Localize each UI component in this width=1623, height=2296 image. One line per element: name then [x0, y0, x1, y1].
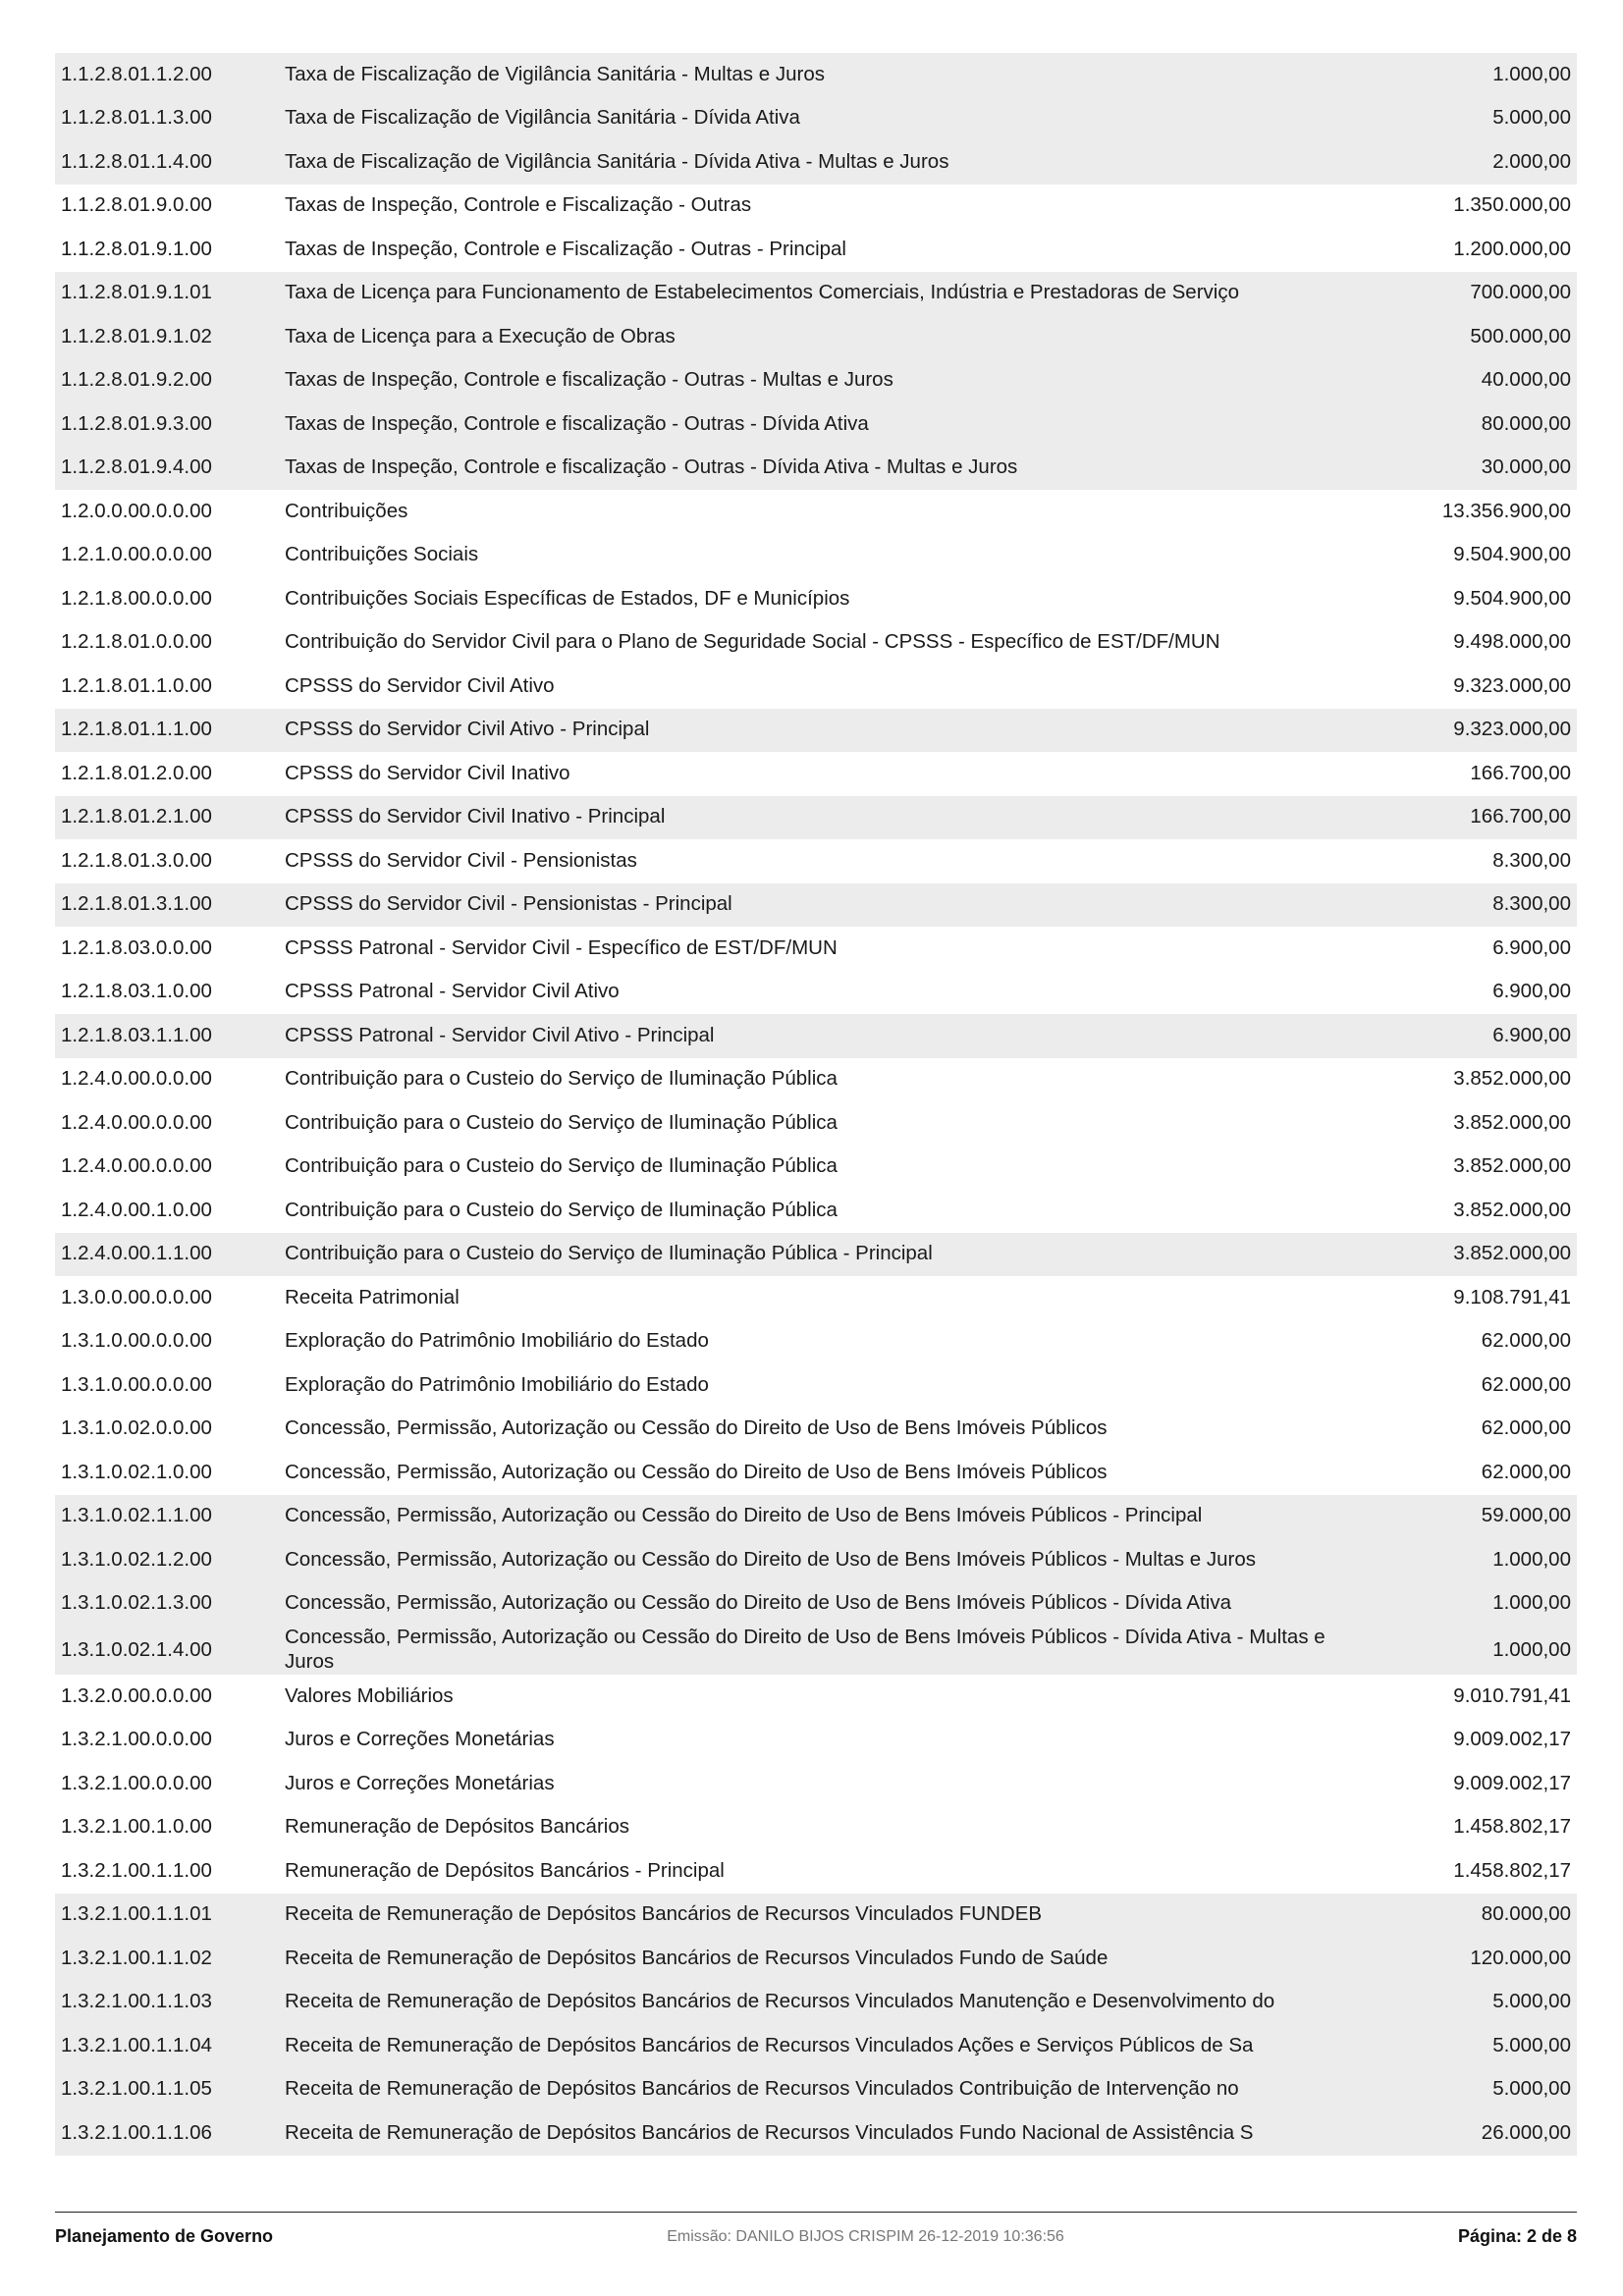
row-description: CPSSS Patronal - Servidor Civil - Específico de EST/DF/MUN — [285, 935, 838, 959]
row-value: 9.504.900,00 — [1453, 543, 1571, 566]
table-row — [55, 621, 1577, 666]
row-value: 8.300,00 — [1492, 848, 1571, 872]
row-code: 1.2.1.8.03.0.0.00 — [61, 935, 212, 959]
row-value: 6.900,00 — [1492, 1023, 1571, 1046]
row-value: 1.458.802,17 — [1453, 1858, 1571, 1882]
row-value: 80.000,00 — [1481, 411, 1571, 435]
row-description: Concessão, Permissão, Autorização ou Cessão do Direito de Uso de Bens Imóveis Públicos — [285, 1416, 1108, 1440]
table-row — [55, 140, 1577, 185]
row-description: Juros e Correções Monetárias — [285, 1771, 555, 1794]
row-code: 1.2.4.0.00.0.0.00 — [61, 1110, 212, 1134]
revenue-table — [55, 53, 1577, 2156]
table-row — [55, 1363, 1577, 1408]
row-description: CPSSS do Servidor Civil Inativo - Principal — [285, 805, 666, 828]
row-description: Exploração do Patrimônio Imobiliário do Estado — [285, 1372, 709, 1396]
row-code: 1.1.2.8.01.1.4.00 — [61, 149, 212, 173]
row-value: 1.458.802,17 — [1453, 1815, 1571, 1839]
row-code: 1.3.2.1.00.1.1.04 — [61, 2033, 212, 2056]
footer-page-number: Página: 2 de 8 — [1457, 2226, 1577, 2246]
table-row — [55, 1320, 1577, 1364]
row-value: 9.010.791,41 — [1453, 1683, 1571, 1707]
row-value: 9.009.002,17 — [1453, 1728, 1571, 1751]
row-code: 1.3.1.0.00.0.0.00 — [61, 1329, 212, 1353]
table-row — [55, 839, 1577, 883]
table-row — [55, 1101, 1577, 1146]
row-description: Concessão, Permissão, Autorização ou Cessão do Direito de Uso de Bens Imóveis Públicos — [285, 1460, 1108, 1483]
row-description: Contribuição para o Custeio do Serviço de Iluminação Pública — [285, 1067, 838, 1091]
table-row — [55, 1849, 1577, 1894]
row-value: 500.000,00 — [1470, 324, 1571, 347]
table-row — [55, 2068, 1577, 2112]
row-value: 13.356.900,00 — [1441, 499, 1571, 522]
row-value: 5.000,00 — [1492, 2033, 1571, 2056]
row-code: 1.3.2.1.00.1.1.00 — [61, 1858, 212, 1882]
table-row — [55, 1719, 1577, 1763]
table-row — [55, 185, 1577, 229]
row-code: 1.1.2.8.01.9.0.00 — [61, 193, 212, 217]
table-row — [55, 709, 1577, 753]
row-value: 6.900,00 — [1492, 980, 1571, 1003]
table-row — [55, 1146, 1577, 1190]
row-value: 40.000,00 — [1481, 368, 1571, 392]
row-code: 1.3.1.0.02.0.0.00 — [61, 1416, 212, 1440]
row-code: 1.3.1.0.02.1.1.00 — [61, 1504, 212, 1527]
table-row — [55, 315, 1577, 359]
table-row — [55, 359, 1577, 403]
row-description: Receita de Remuneração de Depósitos Bancários de Recursos Vinculados Fundo de Saúde — [285, 1946, 1109, 1969]
row-code: 1.3.1.0.02.1.2.00 — [61, 1547, 212, 1571]
row-description: Receita Patrimonial — [285, 1285, 460, 1308]
row-value: 1.000,00 — [1492, 62, 1571, 85]
row-value: 62.000,00 — [1481, 1329, 1571, 1353]
row-description: Taxas de Inspeção, Controle e fiscalização - Outras - Dívida Ativa - Multas e Juros — [285, 455, 1018, 479]
table-row — [55, 796, 1577, 840]
row-description: Taxas de Inspeção, Controle e fiscalização - Outras - Dívida Ativa — [285, 411, 869, 435]
row-description: CPSSS do Servidor Civil Ativo - Principal — [285, 718, 650, 741]
row-value: 26.000,00 — [1481, 2120, 1571, 2144]
row-description: Taxa de Licença para a Execução de Obras — [285, 324, 676, 347]
table-row — [55, 1058, 1577, 1102]
table-row — [55, 53, 1577, 97]
row-code: 1.2.4.0.00.1.0.00 — [61, 1198, 212, 1221]
table-row — [55, 577, 1577, 621]
table-row — [55, 752, 1577, 796]
row-value: 9.498.000,00 — [1453, 630, 1571, 654]
table-row — [55, 927, 1577, 971]
row-description: Taxa de Licença para Funcionamento de Estabelecimentos Comerciais, Indústria e Prestadoras de Serviço — [285, 281, 1239, 304]
row-code: 1.2.1.8.03.1.0.00 — [61, 980, 212, 1003]
row-code: 1.3.1.0.00.0.0.00 — [61, 1372, 212, 1396]
table-row — [55, 1806, 1577, 1850]
row-value: 5.000,00 — [1492, 2077, 1571, 2101]
row-description: Receita de Remuneração de Depósitos Bancários de Recursos Vinculados FUNDEB — [285, 1902, 1043, 1926]
row-value: 3.852.000,00 — [1453, 1110, 1571, 1134]
row-value: 3.852.000,00 — [1453, 1154, 1571, 1178]
row-code: 1.3.2.1.00.1.1.06 — [61, 2120, 212, 2144]
table-row — [55, 1626, 1577, 1675]
row-description: Receita de Remuneração de Depósitos Bancários de Recursos Vinculados Contribuição de Intervenção no — [285, 2077, 1239, 2101]
row-description: Concessão, Permissão, Autorização ou Cessão do Direito de Uso de Bens Imóveis Públicos - Dívida Ativa - Multas e Juros — [285, 1626, 1325, 1673]
footer-emission: Emissão: DANILO BIJOS CRISPIM 26-12-2019 10:36:56 — [667, 2227, 1064, 2245]
table-row — [55, 402, 1577, 447]
table-row — [55, 1762, 1577, 1806]
table-row — [55, 2024, 1577, 2068]
row-code: 1.2.1.0.00.0.0.00 — [61, 543, 212, 566]
row-value: 62.000,00 — [1481, 1372, 1571, 1396]
row-description: Contribuições — [285, 499, 408, 522]
row-value: 3.852.000,00 — [1453, 1242, 1571, 1265]
row-value: 166.700,00 — [1470, 805, 1571, 828]
row-code: 1.3.2.1.00.1.1.05 — [61, 2077, 212, 2101]
row-code: 1.3.2.1.00.0.0.00 — [61, 1771, 212, 1794]
row-code: 1.1.2.8.01.9.1.01 — [61, 281, 212, 304]
table-row — [55, 1937, 1577, 1981]
row-description: Remuneração de Depósitos Bancários — [285, 1815, 629, 1839]
row-code: 1.2.1.8.01.2.1.00 — [61, 805, 212, 828]
row-value: 3.852.000,00 — [1453, 1067, 1571, 1091]
row-description: Contribuição para o Custeio do Serviço de Iluminação Pública — [285, 1110, 838, 1134]
row-code: 1.1.2.8.01.9.2.00 — [61, 368, 212, 392]
row-code: 1.1.2.8.01.9.1.00 — [61, 237, 212, 260]
row-value: 166.700,00 — [1470, 761, 1571, 784]
row-value: 9.504.900,00 — [1453, 586, 1571, 610]
row-code: 1.3.2.1.00.1.1.02 — [61, 1946, 212, 1969]
table-row — [55, 447, 1577, 491]
table-row — [55, 1189, 1577, 1233]
row-description: Contribuição para o Custeio do Serviço de Iluminação Pública — [285, 1154, 838, 1178]
row-value: 62.000,00 — [1481, 1416, 1571, 1440]
row-value: 62.000,00 — [1481, 1460, 1571, 1483]
row-code: 1.3.2.1.00.0.0.00 — [61, 1728, 212, 1751]
row-description: Remuneração de Depósitos Bancários - Principal — [285, 1858, 725, 1882]
row-value: 120.000,00 — [1470, 1946, 1571, 1969]
row-code: 1.1.2.8.01.9.1.02 — [61, 324, 212, 347]
row-description: Taxas de Inspeção, Controle e Fiscalização - Outras - Principal — [285, 237, 846, 260]
row-description: Contribuição do Servidor Civil para o Plano de Seguridade Social - CPSSS - Específico de EST/DF/MUN — [285, 630, 1220, 654]
table-row — [55, 1894, 1577, 1938]
row-value: 30.000,00 — [1481, 455, 1571, 479]
table-row — [55, 2111, 1577, 2156]
row-value: 8.300,00 — [1492, 892, 1571, 916]
row-value: 1.000,00 — [1492, 1547, 1571, 1571]
row-value: 9.108.791,41 — [1453, 1285, 1571, 1308]
row-value: 6.900,00 — [1492, 935, 1571, 959]
row-value: 1.000,00 — [1492, 1591, 1571, 1615]
row-description: Contribuição para o Custeio do Serviço de Iluminação Pública — [285, 1198, 838, 1221]
row-description: Contribuições Sociais — [285, 543, 479, 566]
row-code: 1.2.4.0.00.0.0.00 — [61, 1154, 212, 1178]
row-description: Juros e Correções Monetárias — [285, 1728, 555, 1751]
row-code: 1.2.4.0.00.0.0.00 — [61, 1067, 212, 1091]
row-value: 1.200.000,00 — [1453, 237, 1571, 260]
row-value: 2.000,00 — [1492, 149, 1571, 173]
row-code: 1.2.1.8.01.1.0.00 — [61, 673, 212, 697]
row-description: CPSSS do Servidor Civil Ativo — [285, 673, 555, 697]
row-value: 1.000,00 — [1492, 1637, 1571, 1661]
row-value: 5.000,00 — [1492, 106, 1571, 130]
row-description: Taxas de Inspeção, Controle e Fiscalização - Outras — [285, 193, 752, 217]
row-description: CPSSS Patronal - Servidor Civil Ativo - Principal — [285, 1023, 715, 1046]
row-description: Taxa de Fiscalização de Vigilância Sanitária - Dívida Ativa - Multas e Juros — [285, 149, 949, 173]
table-row — [55, 1408, 1577, 1452]
row-description: Exploração do Patrimônio Imobiliário do Estado — [285, 1329, 709, 1353]
row-code: 1.2.0.0.00.0.0.00 — [61, 499, 212, 522]
row-description: Receita de Remuneração de Depósitos Bancários de Recursos Vinculados Ações e Serviços Públicos de Sa — [285, 2033, 1254, 2056]
row-value: 59.000,00 — [1481, 1504, 1571, 1527]
row-description: Receita de Remuneração de Depósitos Bancários de Recursos Vinculados Fundo Nacional de Assistência S — [285, 2120, 1254, 2144]
table-row — [55, 1233, 1577, 1277]
row-value: 700.000,00 — [1470, 281, 1571, 304]
table-row — [55, 1538, 1577, 1582]
table-row — [55, 490, 1577, 534]
row-code: 1.2.1.8.03.1.1.00 — [61, 1023, 212, 1046]
row-description: Taxas de Inspeção, Controle e fiscalização - Outras - Multas e Juros — [285, 368, 893, 392]
row-code: 1.3.2.1.00.1.0.00 — [61, 1815, 212, 1839]
row-code: 1.2.1.8.01.0.0.00 — [61, 630, 212, 654]
row-description: Contribuições Sociais Específicas de Estados, DF e Municípios — [285, 586, 850, 610]
table-row — [55, 1014, 1577, 1058]
table-row — [55, 1276, 1577, 1320]
row-description: Valores Mobiliários — [285, 1683, 454, 1707]
row-value: 1.350.000,00 — [1453, 193, 1571, 217]
row-code: 1.1.2.8.01.9.3.00 — [61, 411, 212, 435]
row-value: 9.009.002,17 — [1453, 1771, 1571, 1794]
row-code: 1.3.1.0.02.1.0.00 — [61, 1460, 212, 1483]
row-description: CPSSS do Servidor Civil Inativo — [285, 761, 570, 784]
row-description: CPSSS Patronal - Servidor Civil Ativo — [285, 980, 620, 1003]
row-code: 1.3.2.1.00.1.1.01 — [61, 1902, 212, 1926]
table-row — [55, 1675, 1577, 1719]
row-value: 9.323.000,00 — [1453, 718, 1571, 741]
table-row — [55, 228, 1577, 272]
row-code: 1.2.1.8.01.3.1.00 — [61, 892, 212, 916]
table-row — [55, 97, 1577, 141]
table-row — [55, 883, 1577, 928]
row-code: 1.3.0.0.00.0.0.00 — [61, 1285, 212, 1308]
row-value: 3.852.000,00 — [1453, 1198, 1571, 1221]
table-row — [55, 1495, 1577, 1539]
row-code: 1.3.2.0.00.0.0.00 — [61, 1683, 212, 1707]
row-description: Taxa de Fiscalização de Vigilância Sanitária - Multas e Juros — [285, 62, 825, 85]
row-code: 1.1.2.8.01.1.3.00 — [61, 106, 212, 130]
table-row — [55, 534, 1577, 578]
row-code: 1.3.2.1.00.1.1.03 — [61, 1990, 212, 2013]
row-description: CPSSS do Servidor Civil - Pensionistas - Principal — [285, 892, 732, 916]
table-row — [55, 1981, 1577, 2025]
row-code: 1.3.1.0.02.1.3.00 — [61, 1591, 212, 1615]
table-row — [55, 971, 1577, 1015]
table-row — [55, 1451, 1577, 1495]
row-code: 1.2.1.8.01.2.0.00 — [61, 761, 212, 784]
row-description: CPSSS do Servidor Civil - Pensionistas — [285, 848, 637, 872]
footer-department: Planejamento de Governo — [55, 2226, 274, 2246]
table-row — [55, 665, 1577, 709]
row-value: 5.000,00 — [1492, 1990, 1571, 2013]
row-code: 1.1.2.8.01.9.4.00 — [61, 455, 212, 479]
row-code: 1.2.1.8.01.3.0.00 — [61, 848, 212, 872]
row-description: Concessão, Permissão, Autorização ou Cessão do Direito de Uso de Bens Imóveis Públicos - Principal — [285, 1504, 1203, 1527]
row-value: 9.323.000,00 — [1453, 673, 1571, 697]
table-row — [55, 1582, 1577, 1627]
row-code: 1.2.1.8.00.0.0.00 — [61, 586, 212, 610]
row-description: Concessão, Permissão, Autorização ou Cessão do Direito de Uso de Bens Imóveis Públicos - Dívida Ativa — [285, 1591, 1231, 1615]
row-code: 1.1.2.8.01.1.2.00 — [61, 62, 212, 85]
row-description: Taxa de Fiscalização de Vigilância Sanitária - Dívida Ativa — [285, 106, 800, 130]
row-description: Contribuição para o Custeio do Serviço de Iluminação Pública - Principal — [285, 1242, 933, 1265]
row-value: 80.000,00 — [1481, 1902, 1571, 1926]
row-code: 1.2.4.0.00.1.1.00 — [61, 1242, 212, 1265]
page-footer — [55, 2212, 1577, 2247]
table-row — [55, 272, 1577, 316]
row-description: Concessão, Permissão, Autorização ou Cessão do Direito de Uso de Bens Imóveis Públicos - Multas e Juros — [285, 1547, 1257, 1571]
row-code: 1.3.1.0.02.1.4.00 — [61, 1637, 212, 1661]
row-description: Receita de Remuneração de Depósitos Bancários de Recursos Vinculados Manutenção e Desenvolvimento do — [285, 1990, 1275, 2013]
row-code: 1.2.1.8.01.1.1.00 — [61, 718, 212, 741]
